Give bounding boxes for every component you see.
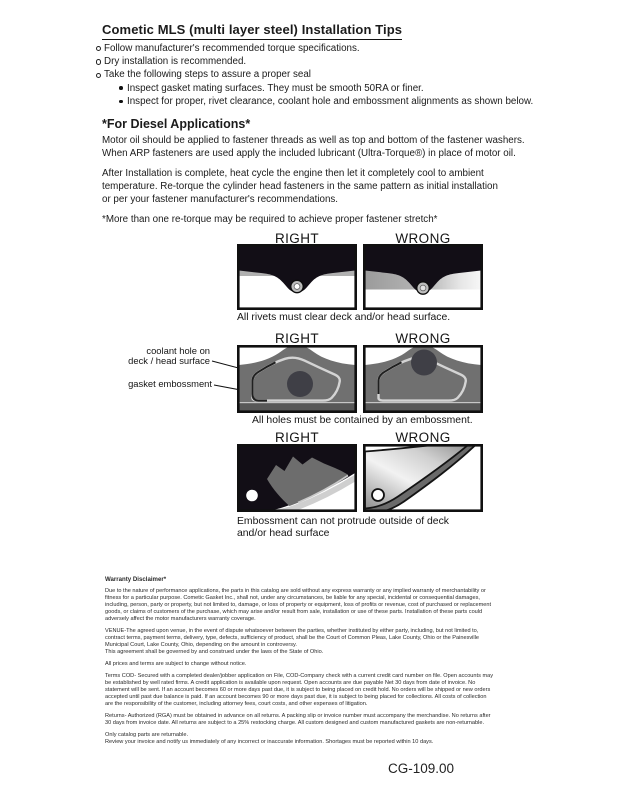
diesel-paragraph-2: After Installation is complete, heat cycle the engine then let it completely cool to ambient temperature. Re-torque the cylinder head fasteners in the same pattern as initial installation or per your fastener manufacturer's recommendations. <box>102 168 498 205</box>
list-item <box>96 95 533 108</box>
dot-bullet-icon <box>119 86 123 90</box>
list-item <box>96 82 533 95</box>
embossment-wrong-diagram <box>363 345 483 413</box>
right-label: RIGHT <box>275 331 319 346</box>
warranty-paragraph: Returns- Authorized (RGA) must be obtained in advance on all returns. A packing slip or invoice number must accompany the merchandise. No returns after 30 days from invoice date. All returns are subject to a 25% restocking charge. All custom designed and custom manufactured gaskets are non-returnable. <box>105 712 491 726</box>
diagram-caption: Embossment can not protrude outside of deck and/or head surface <box>237 516 449 539</box>
diesel-paragraph-1: Motor oil should be applied to fastener threads as well as top and bottom of the fastener washers. When ARP fasteners are used apply the included lubricant (Ultra-Torque®) in place of motor oil. <box>102 135 525 159</box>
warranty-paragraph: VENUE-The agreed upon venue, in the event of dispute whatsoever between the parties, whether instituted by either party, including, but not limited to, contract terms, payment terms, delivery, type, defects, sufficiency of product, shall be the Court of Common Pleas, Lake County, Ohio or the Painesville Municipal Court, Lake County, Ohio, depending on the amount in controversy. This agreement shall be governed by and construed under the laws of the State of Ohio. <box>105 627 480 655</box>
list-item <box>96 68 533 81</box>
tip-text: Take the following steps to assure a proper seal <box>104 69 311 81</box>
tip-text: Inspect gasket mating surfaces. They must be smooth 50RA or finer. <box>127 82 424 94</box>
warranty-paragraph: Only catalog parts are returnable. Review your invoice and notify us immediately of any incorrect or inaccurate information. Shortages must be reported within 10 days. <box>105 731 434 745</box>
diagram-row-embossment <box>0 331 618 436</box>
installation-tips-list <box>96 42 533 108</box>
diagram-caption: All holes must be contained by an embossment. <box>252 415 473 426</box>
gasket-bottom-strip <box>239 403 355 411</box>
retorque-note: *More than one re-torque may be required to achieve proper fastener stretch* <box>102 214 438 225</box>
circle-bullet-icon <box>96 46 101 51</box>
warranty-paragraph: Terms COD- Secured with a completed dealer/jobber application on File, COD-Company check with a current credit card number on file. Open accounts may be established by well rated firms. A credit application is available upon request. Open accounts are due payable Net 30 days from date of invoice. No statement will be sent. If an account becomes 60 or more days past due, it is subject to being placed on credit hold. No orders will be shipped or new orders accepted until past due balance is paid. If an account becomes 90 or more days past due, it is subject to being placed for collections. All costs of collection are the responsibility of the customer, including attorney fees, court costs, and other expenses of litigation. <box>105 672 494 707</box>
tip-text: Inspect for proper, rivet clearance, coolant hole and embossment alignments as shown below. <box>127 95 534 107</box>
annotation-coolant-hole-label: coolant hole on deck / head surface <box>128 345 210 366</box>
warranty-paragraph: Due to the nature of performance applications, the parts in this catalog are sold without any express warranty or any implied warranty of merchantability or fitness for a particular purpose. Cometic Gasket Inc., shall not, under any circumstances, be liable for any special, incidental or consequential damages, including, person, party or property, but not limited to, damage, or loss of property or equipment, loss of profits or revenue, cost of purchased or replacement goods, or claims of customers of the purchase, which may arise and/or result from sale, installation or use of these parts. Installation of these parts could adversely affect the motor manufacturers warranty coverage. <box>105 587 492 622</box>
rivet-wrong-diagram <box>363 244 483 310</box>
rivet-right-diagram <box>237 244 357 310</box>
protrusion-right-diagram <box>237 444 357 512</box>
page-number: CG-109.00 <box>388 761 455 776</box>
annotation-gasket-embossment-label: gasket embossment <box>128 378 212 389</box>
tip-text: Dry installation is recommended. <box>104 56 247 68</box>
circle-bullet-icon <box>96 59 101 64</box>
warranty-paragraph: All prices and terms are subject to change without notice. <box>105 660 247 667</box>
warranty-heading: Warranty Disclaimer* <box>105 576 167 583</box>
page-title: Cometic MLS (multi layer steel) Installation Tips <box>102 22 402 40</box>
list-item <box>96 42 533 55</box>
embossment-right-diagram <box>237 345 357 413</box>
diesel-applications-heading: *For Diesel Applications* <box>102 117 251 131</box>
gasket-bottom-strip <box>365 403 481 411</box>
right-label: RIGHT <box>275 430 319 445</box>
wrong-label: WRONG <box>395 331 451 346</box>
coolant-hole <box>411 350 437 376</box>
right-label: RIGHT <box>275 231 319 246</box>
bolt-hole <box>246 490 258 502</box>
wrong-label: WRONG <box>395 430 451 445</box>
diagram-row-rivets <box>0 231 618 331</box>
list-item <box>96 55 533 68</box>
diagram-row-protrusion <box>0 430 618 542</box>
bolt-hole <box>372 489 384 501</box>
dot-bullet-icon <box>119 100 123 104</box>
wrong-label: WRONG <box>395 231 451 246</box>
warranty-disclaimer <box>105 576 521 751</box>
protrusion-wrong-diagram <box>363 444 483 512</box>
tip-text: Follow manufacturer's recommended torque specifications. <box>104 43 360 54</box>
diagram-caption: All rivets must clear deck and/or head surface. <box>237 312 451 323</box>
coolant-hole <box>287 371 313 397</box>
circle-bullet-icon <box>96 73 101 78</box>
